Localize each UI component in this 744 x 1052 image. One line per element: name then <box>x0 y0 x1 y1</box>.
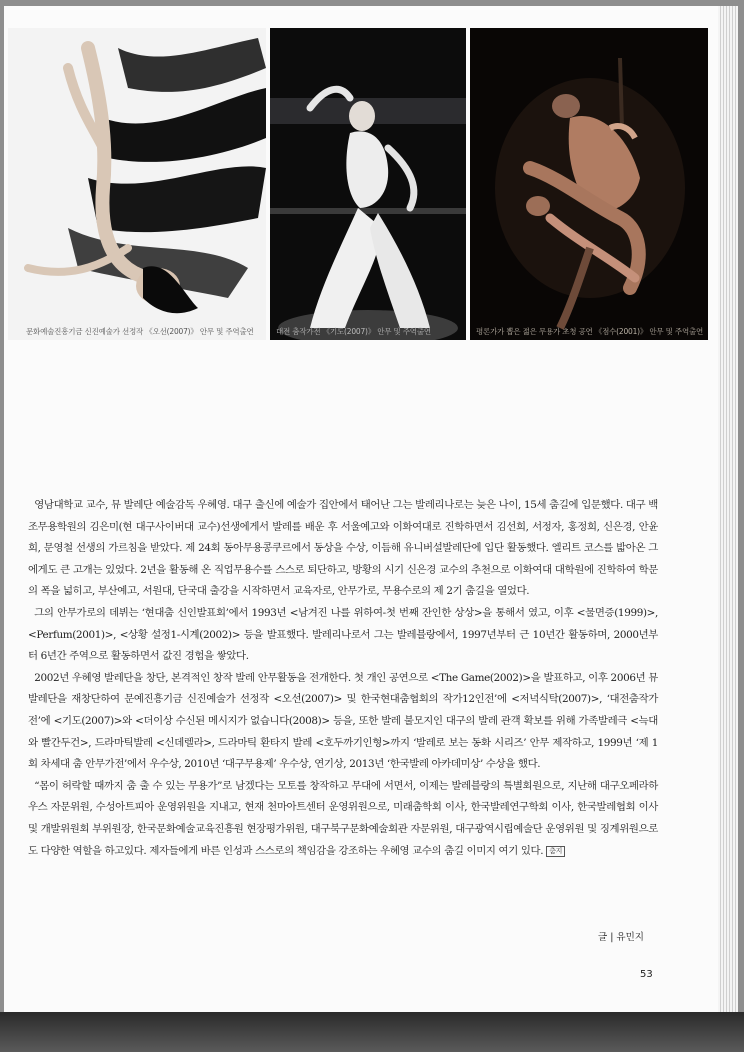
dance-photo-3 <box>470 28 708 340</box>
article-paragraph-3: 2002년 우혜영 발레단을 창단, 본격적인 창작 발레 안무활동을 전개한다. 첫 개인 공연으로 <The Game(2002)>을 발표하고, 이후 2006년 뮤 발레단을 재창단하여 문예진흥기금 신진예술가 선정작 <오선(2007)> 및 한국현대춤협회의 작가12인전’에 <저녁식탁(2007)>, ‘대전춤작가전’에 <기도(2007)>와 <더이상 수신된 메시지가 없습니다(2008)> 등을, 또한 발레 불모지인 대구의 발레 관객 확보를 위해 가족발레극 <늑대와 빨간두건>, 드라마틱발레 <신데렐라>, 드라마틱 환타지 발레 <호두까기인형>까지 ‘발레로 보는 동화 시리즈’ 안무 제작하고, 1999년 ‘제 1회 차세대 춤 안무가전’에서 우수상, 2010년 ‘대구무용제’ 우수상, 연기상, 2013년 ‘한국발레 아카데미상’ 수상을 했다. <box>28 671 658 771</box>
page-number: 53 <box>640 969 653 980</box>
page-edge-stack <box>718 6 738 1012</box>
byline: 글 | 유민지 <box>598 932 644 943</box>
dance-photo-1 <box>8 28 266 340</box>
article-paragraph-2: 그의 안무가로의 데뷔는 ‘현대춤 신인발표회’에서 1993년 <남겨진 나를 위하여-첫 번째 잔인한 상상>을 통해서 였고, 이후 <물면증(1999)>, <Perfum(2001)>, <상황 설정1-시계(2002)> 등을 발표했다. 발레리나로서 그는 발레블랑에서, 1997년부터 근 10년간 활동하며, 2000년부터 6년간 주역으로 활동하면서 값진 경험을 쌓았다. <box>28 606 658 663</box>
article-paragraph-4-text: “몸이 허락할 때까지 춤 출 수 있는 무용가”로 남겠다는 모토를 창작하고 무대에 서면서, 이제는 발레블랑의 특별회원으로, 지난해 대구오페라하우스 자문위원, 수성아트피아 운영위원을 지내고, 현재 천마아트센터 운영위원으로, 미래춤학회 이사, 한국발레연구학회 이사, 한국발레협회 이사 및 개발위원회 부위원장, 한국문화예술교육진흥원 현장평가위원, 대구북구문화예술회관 자문위원, 대구광역시립예술단 운영위원 및 징계위원으로도 다양한 역할을 하고있다. 제자들에게 바른 인성과 스스로의 책임감을 강조하는 우혜영 교수의 춤길 이미지 여기 있다. <box>28 779 658 857</box>
scan-background <box>0 1012 744 1052</box>
photo-caption-2: 대전 춤작가전 《기도(2007)》 안무 및 주역출연 <box>276 327 431 336</box>
article-body <box>28 495 658 862</box>
end-mark: 춤지 <box>546 846 565 857</box>
photo-caption-1: 문화예술진흥기금 신진예술가 선정작 《오선(2007)》 안무 및 주역출연 <box>26 327 254 336</box>
dancer-stage-illustration <box>270 28 466 340</box>
duet-stage-illustration <box>470 28 708 340</box>
article-paragraph-4 <box>28 776 658 862</box>
dance-photo-2 <box>270 28 466 340</box>
article-paragraph-1: 영남대학교 교수, 뮤 발레단 예술감독 우혜영. 대구 출신에 예술가 집안에서 태어난 그는 발레리나로는 늦은 나이, 15세 춤길에 입문했다. 대구 백조무용학원의 김은미(현 대구사이버대 교수)선생에게서 발레를 배운 후 서울예고와 이화여대로 진학하면서 김선희, 서정자, 홍정희, 신은경, 안윤희, 문영철 선생의 가르침을 받았다. 제 24회 동아무용콩쿠르에서 동상을 수상, 이듬해 유니버설발레단에 입단 활동했다. 엘리트 코스를 밟아온 그에게도 큰 고개는 있었다. 2년을 활동해 온 직업무용수를 스스로 퇴단하고, 방황의 시기 신은경 교수의 추천으로 이화여대 대학원에 진학하여 학문의 폭을 넓히고, 부산예고, 서원대, 단국대 출강을 시작하면서 교육자로, 안무가로, 무용수로의 제 2기 춤길을 열었다. <box>28 499 658 598</box>
photo-caption-3: 평론가가 뽑은 젊은 무용가 초청 공연 《점수(2001)》 안무 및 주역출연 <box>476 327 704 336</box>
dancer-fabric-illustration <box>8 28 266 340</box>
